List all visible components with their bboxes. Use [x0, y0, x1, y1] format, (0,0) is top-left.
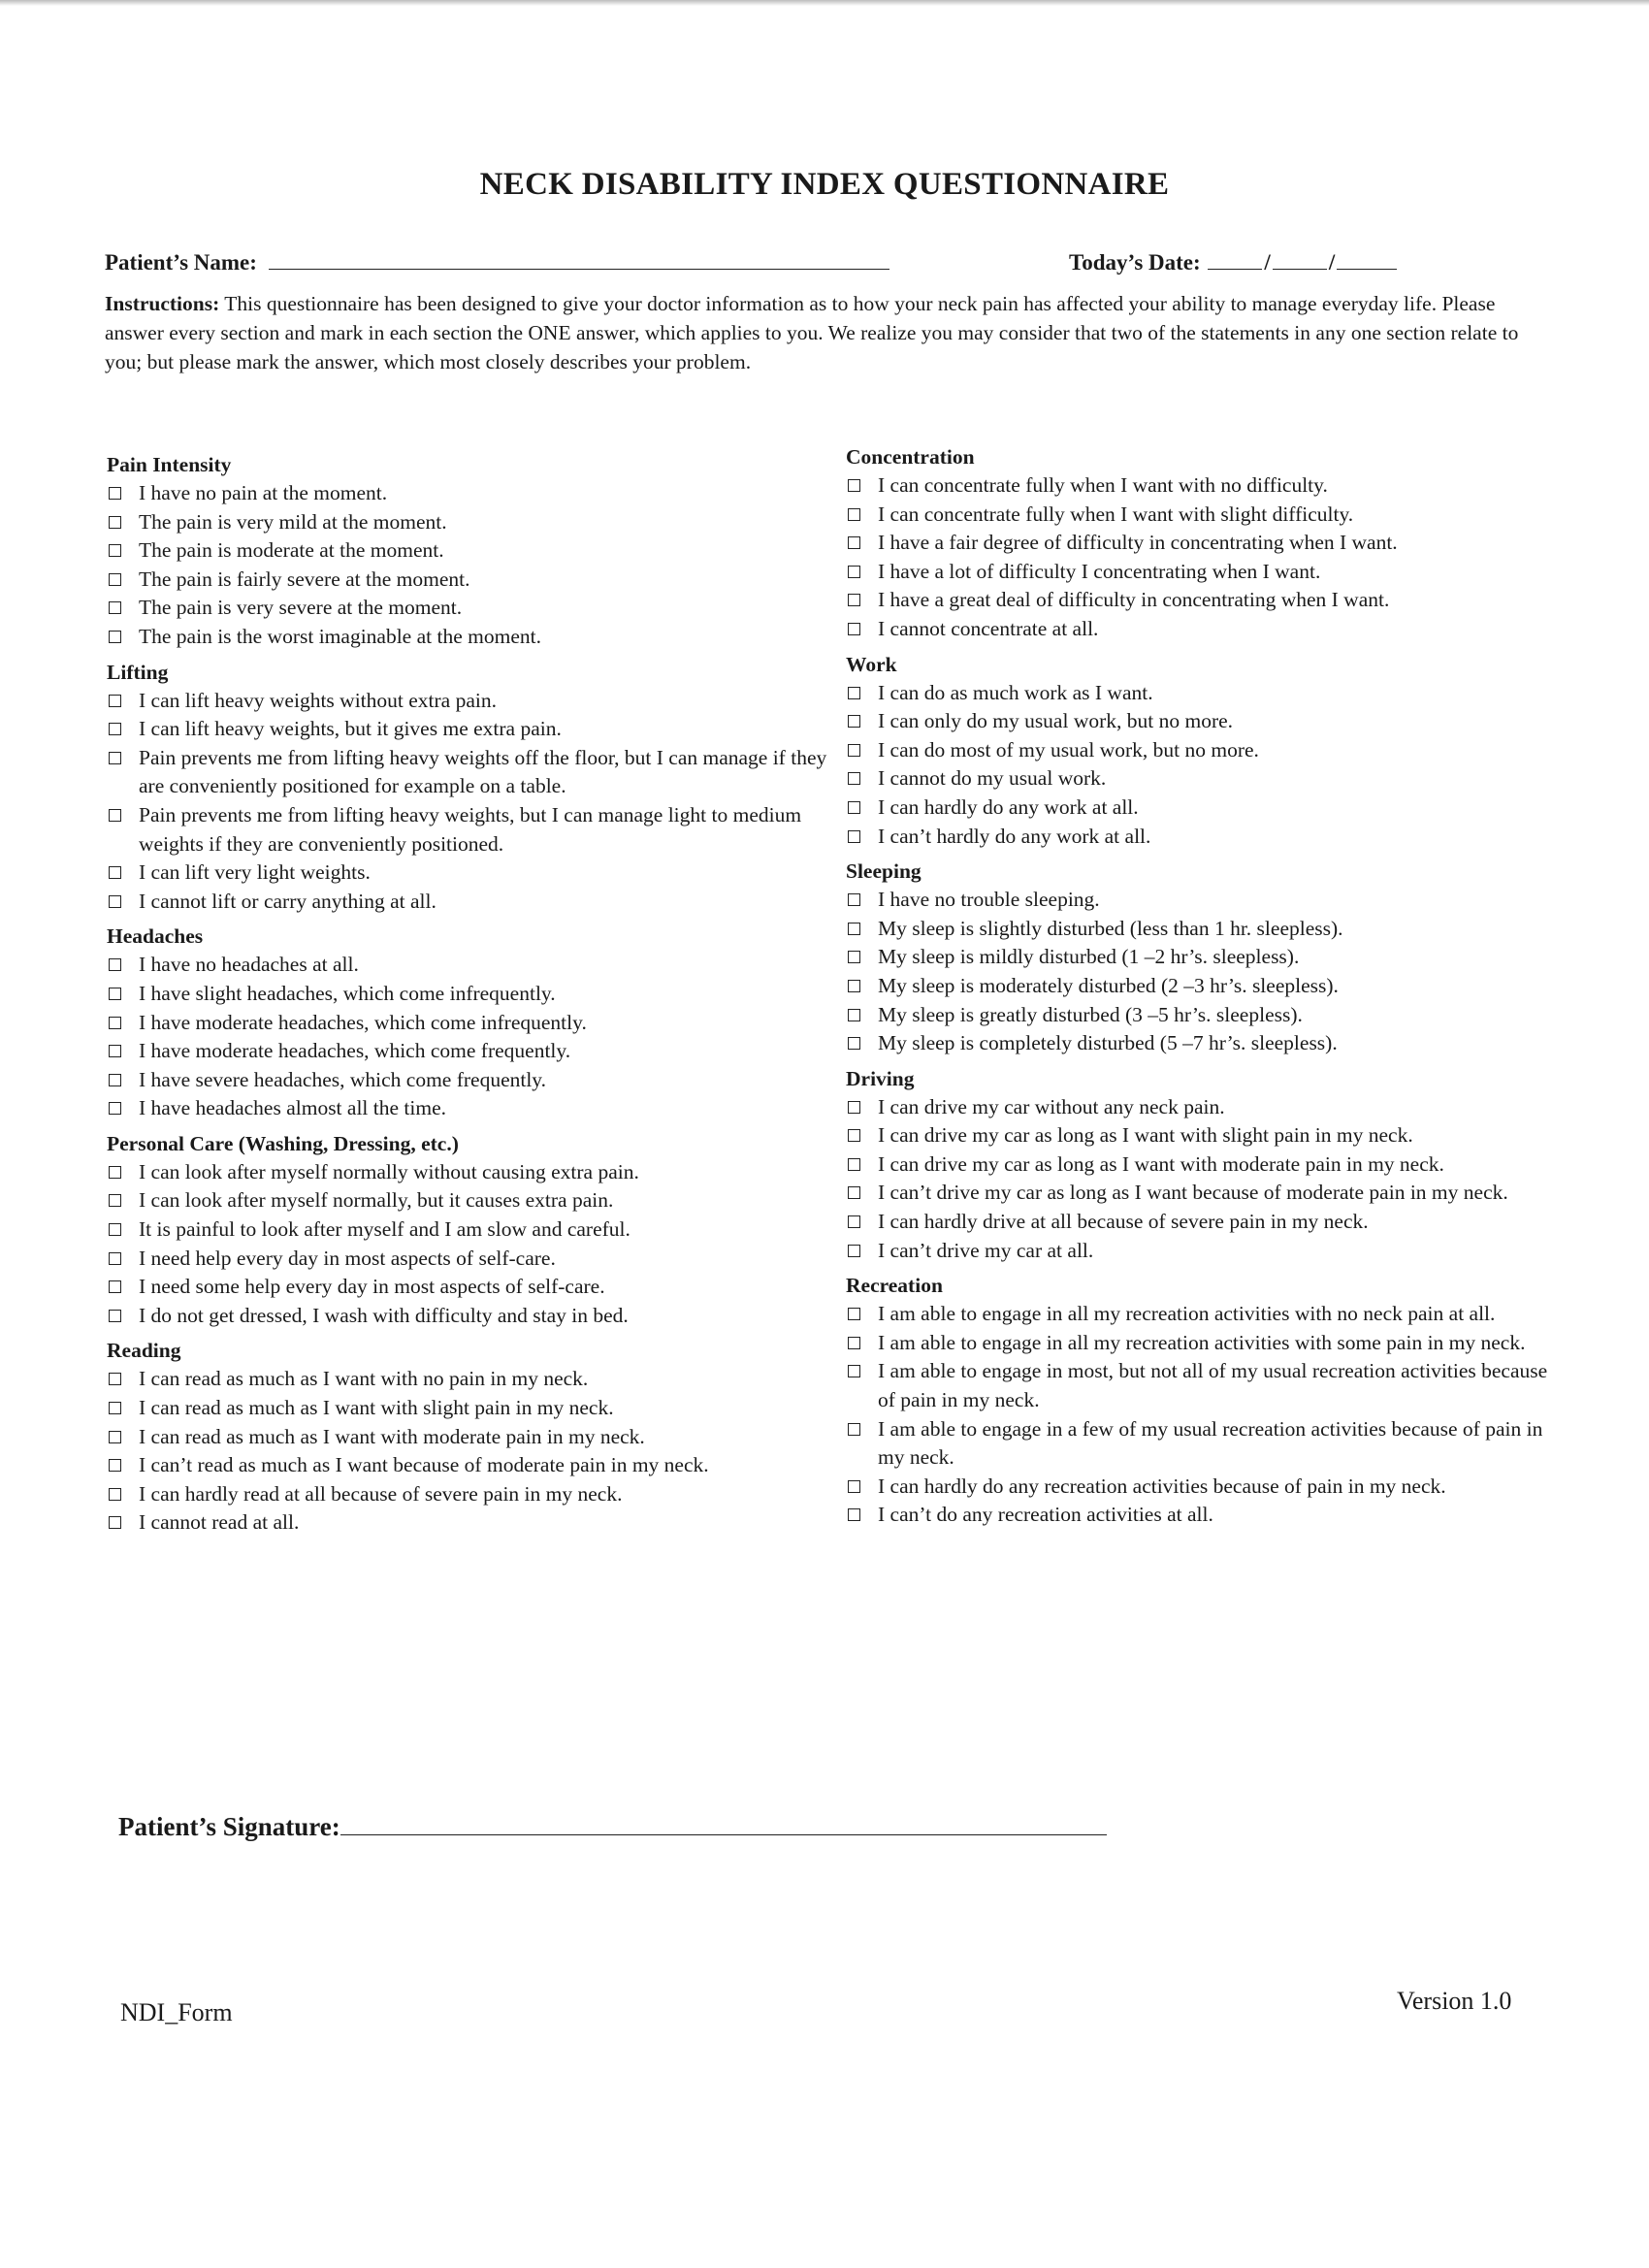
signature-row — [118, 1812, 1107, 1842]
section-reading — [107, 1336, 834, 1538]
checkbox[interactable] — [109, 1102, 121, 1115]
section-headaches — [107, 922, 834, 1123]
option-item[interactable] — [107, 536, 834, 566]
option-item[interactable] — [107, 508, 834, 537]
option-item[interactable] — [846, 1473, 1564, 1502]
option-label: I can only do my usual work, but no more. — [878, 709, 1234, 733]
form-id: NDI_Form — [120, 1998, 233, 2026]
checkbox[interactable] — [848, 623, 860, 635]
option-item[interactable] — [107, 859, 834, 888]
option-label: I need some help every day in most aspects of self-care. — [139, 1275, 605, 1299]
option-item[interactable] — [846, 736, 1564, 765]
option-item[interactable] — [846, 615, 1564, 644]
checkbox[interactable] — [848, 1158, 860, 1171]
date-label: Today’s Date: — [1069, 250, 1201, 275]
section-title: Personal Care (Washing, Dressing, etc.) — [107, 1131, 459, 1155]
option-label: My sleep is moderately disturbed (2 –3 hr’s. sleepless). — [878, 973, 1339, 997]
option-label: I have a fair degree of difficulty in concentrating when I want. — [878, 531, 1398, 555]
option-label: The pain is very severe at the moment. — [139, 596, 463, 620]
option-item[interactable] — [846, 1121, 1564, 1150]
option-item[interactable] — [846, 764, 1564, 794]
option-label: Pain prevents me from lifting heavy weights off the floor, but I can manage if they are conveniently positioned for example on a table. — [139, 745, 827, 798]
option-label: I can drive my car as long as I want with moderate pain in my neck. — [878, 1151, 1444, 1176]
left-column — [107, 450, 834, 1543]
option-label: My sleep is greatly disturbed (3 –5 hr’s. sleepless). — [878, 1002, 1303, 1026]
option-label: I have moderate headaches, which come frequently. — [139, 1039, 571, 1063]
checkbox[interactable] — [848, 893, 860, 906]
option-label: I cannot lift or carry anything at all. — [139, 889, 436, 913]
option-item[interactable] — [107, 623, 834, 652]
checkbox[interactable] — [109, 1459, 121, 1472]
option-item[interactable] — [846, 915, 1564, 944]
option-label: I have moderate headaches, which come infrequently. — [139, 1010, 587, 1034]
checkbox[interactable] — [848, 1245, 860, 1257]
section-title: Headaches — [107, 924, 204, 949]
option-label: I can’t hardly do any work at all. — [878, 824, 1151, 848]
checkbox[interactable] — [109, 1280, 121, 1293]
date-year-field[interactable] — [1337, 251, 1397, 270]
section-title: Recreation — [846, 1274, 943, 1298]
date-row: Today’s Date: / / — [1069, 250, 1399, 275]
option-label: I can concentrate fully when I want with slight difficulty. — [878, 502, 1354, 526]
option-label: The pain is the worst imaginable at the moment. — [139, 624, 541, 648]
option-item[interactable] — [846, 972, 1564, 1001]
instructions-label: Instructions: — [105, 292, 220, 315]
patient-name-row — [105, 250, 889, 275]
option-label: Pain prevents me from lifting heavy weights, but I can manage light to medium weights if they are conveniently positioned. — [139, 802, 802, 856]
option-label: I have a great deal of difficulty in concentrating when I want. — [878, 588, 1390, 612]
option-label: I am able to engage in all my recreation activities with no neck pain at all. — [878, 1302, 1496, 1326]
checkbox[interactable] — [109, 895, 121, 908]
option-label: I do not get dressed, I wash with difficulty and stay in bed. — [139, 1303, 629, 1327]
page-title: NECK DISABILITY INDEX QUESTIONNAIRE — [479, 167, 1170, 202]
option-label: I cannot read at all. — [139, 1510, 300, 1535]
checkbox[interactable] — [848, 536, 860, 549]
option-item[interactable] — [846, 794, 1564, 823]
option-label: It is painful to look after myself and I am slow and careful. — [139, 1217, 630, 1242]
option-label: I can hardly read at all because of severe pain in my neck. — [139, 1481, 623, 1506]
option-label: I can drive my car as long as I want with slight pain in my neck. — [878, 1123, 1413, 1148]
checkbox[interactable] — [109, 866, 121, 879]
checkbox[interactable] — [109, 1194, 121, 1207]
option-label: I cannot do my usual work. — [878, 766, 1107, 791]
option-item[interactable] — [107, 1273, 834, 1302]
section-work — [846, 650, 1564, 852]
checkbox[interactable] — [109, 1223, 121, 1236]
checkbox[interactable] — [109, 1488, 121, 1501]
option-label: I can’t drive my car as long as I want because of moderate pain in my neck. — [878, 1181, 1508, 1205]
checkbox[interactable] — [109, 723, 121, 735]
option-item[interactable] — [107, 801, 834, 859]
option-item[interactable] — [107, 566, 834, 595]
section-concentration — [846, 442, 1564, 644]
option-item[interactable] — [846, 943, 1564, 972]
option-label: I can lift heavy weights without extra pain. — [139, 688, 497, 712]
option-label: I can look after myself normally without causing extra pain. — [139, 1159, 639, 1183]
section-pain-intensity — [107, 450, 834, 652]
option-label: I can read as much as I want with no pain in my neck. — [139, 1367, 589, 1391]
option-label: I have headaches almost all the time. — [139, 1096, 446, 1120]
checkbox[interactable] — [109, 1074, 121, 1086]
section-recreation — [846, 1271, 1564, 1530]
checkbox[interactable] — [109, 752, 121, 764]
option-item[interactable] — [107, 1066, 834, 1095]
option-item[interactable] — [846, 1300, 1564, 1329]
checkbox[interactable] — [848, 687, 860, 699]
option-label: I am able to engage in a few of my usual recreation activities because of pain in my neck. — [878, 1416, 1543, 1470]
option-label: I can hardly drive at all because of severe pain in my neck. — [878, 1210, 1369, 1234]
checkbox[interactable] — [109, 1017, 121, 1029]
option-item[interactable] — [846, 471, 1564, 501]
option-item[interactable] — [846, 886, 1564, 915]
checkbox[interactable] — [109, 1516, 121, 1529]
option-item[interactable] — [846, 1501, 1564, 1530]
option-label: My sleep is mildly disturbed (1 –2 hr’s. sleepless). — [878, 945, 1300, 969]
option-item[interactable] — [846, 679, 1564, 708]
option-item[interactable] — [107, 951, 834, 980]
signature-label: Patient’s Signature: — [118, 1812, 340, 1841]
option-item[interactable] — [846, 1415, 1564, 1473]
option-label: I can hardly do any work at all. — [878, 794, 1139, 819]
checkbox[interactable] — [848, 830, 860, 843]
option-item[interactable] — [846, 586, 1564, 615]
checkbox[interactable] — [848, 1129, 860, 1142]
signature-field[interactable] — [340, 1815, 1107, 1835]
option-item[interactable] — [107, 1302, 834, 1331]
checkbox[interactable] — [848, 1365, 860, 1377]
checkbox[interactable] — [109, 516, 121, 529]
option-item[interactable] — [107, 1009, 834, 1038]
date-month-field[interactable] — [1208, 251, 1262, 270]
option-item[interactable] — [846, 558, 1564, 587]
option-item[interactable] — [107, 1451, 834, 1480]
option-label: I cannot concentrate at all. — [878, 616, 1099, 640]
version-label: Version 1.0 — [1397, 1987, 1512, 2015]
right-column — [846, 442, 1564, 1536]
checkbox[interactable] — [848, 1037, 860, 1050]
option-label: I can’t read as much as I want because of moderate pain in my neck. — [139, 1453, 709, 1477]
option-item[interactable] — [846, 1329, 1564, 1358]
patient-name-label: Patient’s Name: — [105, 250, 257, 275]
option-label: I can’t drive my car at all. — [878, 1238, 1094, 1262]
checkbox[interactable] — [848, 1101, 860, 1114]
option-item[interactable] — [107, 1186, 834, 1215]
date-day-field[interactable] — [1273, 251, 1327, 270]
option-label: I can drive my car without any neck pain. — [878, 1094, 1225, 1118]
option-item[interactable] — [107, 1037, 834, 1066]
option-item[interactable] — [107, 479, 834, 508]
option-item[interactable] — [107, 1158, 834, 1187]
checkbox[interactable] — [848, 801, 860, 814]
option-item[interactable] — [846, 1179, 1564, 1208]
checkbox[interactable] — [109, 544, 121, 557]
option-item[interactable] — [846, 707, 1564, 736]
option-item[interactable] — [107, 1215, 834, 1245]
checkbox[interactable] — [848, 1186, 860, 1199]
option-item[interactable] — [107, 687, 834, 716]
checkbox[interactable] — [848, 1215, 860, 1228]
option-label: I can read as much as I want with moderate pain in my neck. — [139, 1424, 645, 1448]
option-item[interactable] — [846, 1093, 1564, 1122]
option-item[interactable] — [107, 1508, 834, 1538]
option-label: I have no trouble sleeping. — [878, 888, 1100, 912]
option-label: I am able to engage in all my recreation activities with some pain in my neck. — [878, 1330, 1526, 1354]
option-item[interactable] — [107, 594, 834, 623]
page-top-edge — [0, 0, 1649, 6]
checkbox[interactable] — [109, 1431, 121, 1443]
option-item[interactable] — [107, 744, 834, 801]
option-item[interactable] — [846, 1208, 1564, 1237]
option-item[interactable] — [107, 1394, 834, 1423]
checkbox[interactable] — [848, 715, 860, 728]
checkbox[interactable] — [109, 601, 121, 614]
checkbox[interactable] — [848, 1337, 860, 1349]
option-item[interactable] — [846, 823, 1564, 852]
checkbox[interactable] — [848, 923, 860, 935]
option-item[interactable] — [846, 1001, 1564, 1030]
checkbox[interactable] — [848, 980, 860, 992]
instructions-text: This questionnaire has been designed to give your doctor information as to how your neck pain has affected your ability to manage everyday life. Please answer every section and mark in each section the ONE answer, which applies to you. We realize you may consider that two of the statements in any one section relate to you; but please mark the answer, which most closely describes your problem. — [105, 292, 1519, 373]
checkbox[interactable] — [109, 1045, 121, 1057]
option-item[interactable] — [846, 1029, 1564, 1058]
section-title: Work — [846, 652, 897, 676]
section-driving — [846, 1064, 1564, 1266]
option-item[interactable] — [107, 1245, 834, 1274]
instructions — [105, 289, 1540, 376]
option-label: I can read as much as I want with slight pain in my neck. — [139, 1396, 614, 1420]
option-item[interactable] — [846, 1237, 1564, 1266]
option-label: I have no headaches at all. — [139, 953, 359, 977]
option-label: I have slight headaches, which come infrequently. — [139, 981, 556, 1005]
checkbox[interactable] — [848, 951, 860, 963]
section-title: Driving — [846, 1066, 915, 1090]
section-title: Sleeping — [846, 859, 922, 884]
section-title: Concentration — [846, 445, 975, 469]
checkbox[interactable] — [848, 1308, 860, 1320]
option-label: I have a lot of difficulty I concentrating when I want. — [878, 559, 1321, 583]
checkbox[interactable] — [848, 479, 860, 492]
checkbox[interactable] — [848, 508, 860, 521]
checkbox[interactable] — [848, 1508, 860, 1521]
checkbox[interactable] — [109, 487, 121, 500]
section-title: Lifting — [107, 660, 169, 684]
option-item[interactable] — [107, 980, 834, 1009]
checkbox[interactable] — [109, 1310, 121, 1322]
section-title: Reading — [107, 1339, 181, 1363]
option-item[interactable] — [107, 888, 834, 917]
option-label: My sleep is completely disturbed (5 –7 hr’s. sleepless). — [878, 1031, 1338, 1055]
option-label: My sleep is slightly disturbed (less than 1 hr. sleepless). — [878, 916, 1343, 940]
option-label: I can lift heavy weights, but it gives me extra pain. — [139, 717, 562, 741]
section-personal-care-washing-dressing-etc — [107, 1129, 834, 1331]
checkbox[interactable] — [109, 988, 121, 1000]
checkbox[interactable] — [848, 1480, 860, 1493]
option-label: I have severe headaches, which come frequently. — [139, 1067, 547, 1091]
option-label: The pain is moderate at the moment. — [139, 538, 444, 563]
checkbox[interactable] — [109, 1252, 121, 1265]
option-label: I am able to engage in most, but not all of my usual recreation activities because of pain in my neck. — [878, 1359, 1548, 1412]
option-item[interactable] — [107, 1480, 834, 1509]
option-item[interactable] — [107, 715, 834, 744]
section-lifting — [107, 658, 834, 917]
checkbox[interactable] — [848, 1009, 860, 1021]
checkbox[interactable] — [109, 1373, 121, 1385]
option-label: I can do as much work as I want. — [878, 680, 1153, 704]
option-item[interactable] — [846, 1357, 1564, 1414]
checkbox[interactable] — [109, 1166, 121, 1179]
option-label: I can look after myself normally, but it causes extra pain. — [139, 1188, 614, 1213]
option-item[interactable] — [846, 1150, 1564, 1180]
section-sleeping — [846, 857, 1564, 1058]
checkbox[interactable] — [109, 631, 121, 643]
checkbox[interactable] — [848, 594, 860, 606]
option-label: I can do most of my usual work, but no more. — [878, 737, 1259, 761]
checkbox[interactable] — [109, 809, 121, 822]
checkbox[interactable] — [848, 1423, 860, 1436]
option-item[interactable] — [107, 1423, 834, 1452]
checkbox[interactable] — [109, 695, 121, 707]
option-label: I can concentrate fully when I want with no difficulty. — [878, 473, 1328, 497]
section-title: Pain Intensity — [107, 453, 232, 476]
checkbox[interactable] — [109, 958, 121, 971]
patient-name-field[interactable] — [269, 251, 889, 270]
checkbox[interactable] — [848, 744, 860, 757]
checkbox[interactable] — [848, 772, 860, 785]
option-label: The pain is fairly severe at the moment. — [139, 567, 470, 591]
option-item[interactable] — [846, 529, 1564, 558]
checkbox[interactable] — [109, 1402, 121, 1414]
option-label: I can’t do any recreation activities at all. — [878, 1503, 1213, 1527]
option-label: The pain is very mild at the moment. — [139, 509, 447, 534]
option-label: I have no pain at the moment. — [139, 481, 388, 504]
checkbox[interactable] — [848, 566, 860, 578]
option-label: I can lift very light weights. — [139, 860, 371, 885]
option-label: I can hardly do any recreation activities because of pain in my neck. — [878, 1474, 1446, 1498]
option-item[interactable] — [107, 1365, 834, 1394]
option-item[interactable] — [846, 501, 1564, 530]
option-item[interactable] — [107, 1094, 834, 1123]
checkbox[interactable] — [109, 573, 121, 586]
option-label: I need help every day in most aspects of self-care. — [139, 1246, 556, 1270]
